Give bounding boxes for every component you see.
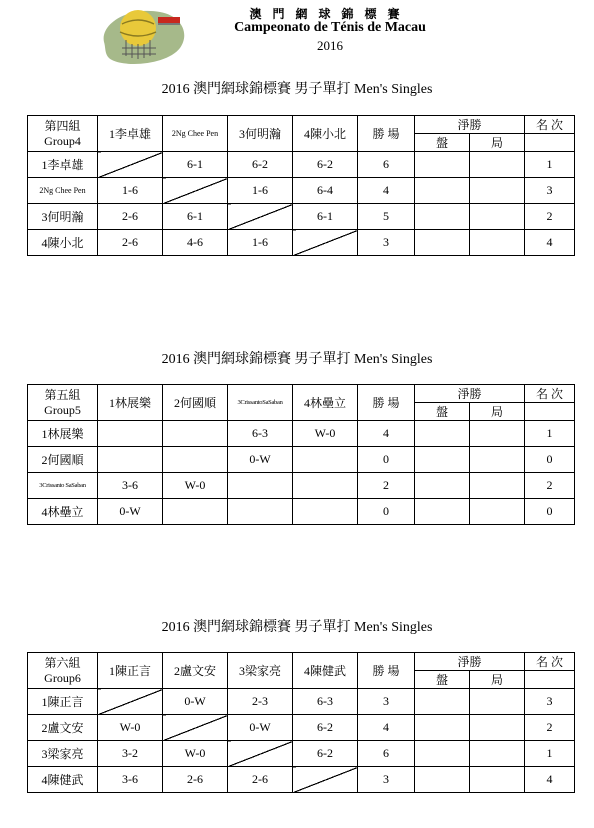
score-cell: 6-2 [293, 715, 358, 741]
group-table [27, 652, 575, 793]
rank-header: 名 次 [525, 653, 575, 671]
score-cell: 3-2 [98, 741, 163, 767]
table-row [28, 178, 575, 204]
score-cell: 0-W [98, 499, 163, 525]
group-label-cn: 第五組 [44, 387, 81, 402]
score-cell [228, 473, 293, 499]
diagonal-cell [293, 767, 358, 793]
sets-cell [415, 473, 470, 499]
score-cell: 6-1 [293, 204, 358, 230]
score-cell: 2-6 [98, 230, 163, 256]
player-name: 2Ng Chee Pen [28, 178, 98, 204]
diagonal-cell [228, 741, 293, 767]
sets-cell [415, 204, 470, 230]
group-label [28, 653, 98, 689]
score-cell: 1-6 [98, 178, 163, 204]
table-row [28, 741, 575, 767]
player-column-header: 4林壘立 [293, 385, 358, 421]
games-header: 局 [470, 134, 525, 152]
sets-cell [415, 447, 470, 473]
group-label-en: Group6 [44, 670, 81, 685]
score-cell [163, 421, 228, 447]
sets-cell [415, 178, 470, 204]
rank-cell: 2 [525, 473, 575, 499]
games-cell [470, 152, 525, 178]
header-year: 2016 [317, 38, 343, 53]
score-cell: W-0 [163, 741, 228, 767]
games-header: 局 [470, 403, 525, 421]
rank-cell: 4 [525, 767, 575, 793]
games-cell [470, 741, 525, 767]
diagonal-cell [98, 152, 163, 178]
score-cell [293, 447, 358, 473]
score-cell: 6-4 [293, 178, 358, 204]
sets-cell [415, 689, 470, 715]
score-cell [293, 473, 358, 499]
rank-cell: 1 [525, 421, 575, 447]
games-cell [470, 715, 525, 741]
diagonal-cell [293, 230, 358, 256]
score-cell: W-0 [163, 473, 228, 499]
table-row [28, 152, 575, 178]
score-cell [163, 447, 228, 473]
net-header: 淨勝 [415, 653, 525, 671]
group-label-cn: 第四組 [44, 118, 81, 133]
wins-cell: 0 [358, 447, 415, 473]
score-cell: W-0 [293, 421, 358, 447]
score-cell: 1-6 [228, 178, 293, 204]
wins-cell: 6 [358, 152, 415, 178]
wins-cell: 6 [358, 741, 415, 767]
rank-header-blank [525, 134, 575, 152]
player-name: 2盧文安 [28, 715, 98, 741]
diagonal-cell [163, 715, 228, 741]
score-cell: W-0 [98, 715, 163, 741]
table-row [28, 473, 575, 499]
rank-cell: 4 [525, 230, 575, 256]
score-cell: 6-2 [228, 152, 293, 178]
player-column-header: 1林展樂 [98, 385, 163, 421]
player-name: 4陳小北 [28, 230, 98, 256]
score-cell: 2-6 [228, 767, 293, 793]
diagonal-cell [163, 178, 228, 204]
sets-header: 盤 [415, 671, 470, 689]
tournament-logo [98, 4, 190, 68]
score-cell: 2-3 [228, 689, 293, 715]
rank-header: 名 次 [525, 116, 575, 134]
player-column-header: 2盧文安 [163, 653, 228, 689]
wins-cell: 2 [358, 473, 415, 499]
rank-header-blank [525, 403, 575, 421]
score-cell: 2-6 [163, 767, 228, 793]
games-cell [470, 767, 525, 793]
sets-cell [415, 767, 470, 793]
table-row [28, 204, 575, 230]
wins-header: 勝 場 [358, 116, 415, 152]
sets-cell [415, 741, 470, 767]
group-title: 2016 澳門網球錦標賽 男子單打 Men's Singles [161, 352, 433, 367]
score-cell: 3-6 [98, 473, 163, 499]
score-cell [98, 447, 163, 473]
group-label [28, 116, 98, 152]
group-label-cn: 第六組 [44, 655, 81, 670]
sets-cell [415, 152, 470, 178]
player-column-header: 3何明瀚 [228, 116, 293, 152]
score-cell: 6-2 [293, 741, 358, 767]
sets-header: 盤 [415, 134, 470, 152]
rank-header: 名 次 [525, 385, 575, 403]
rank-cell: 1 [525, 152, 575, 178]
group-label-en: Group4 [44, 133, 81, 148]
wins-cell: 4 [358, 421, 415, 447]
wins-cell: 5 [358, 204, 415, 230]
games-cell [470, 204, 525, 230]
player-column-header: 3CrissantoSaSaban [228, 385, 293, 421]
score-cell: 0-W [228, 447, 293, 473]
rank-cell: 1 [525, 741, 575, 767]
games-cell [470, 689, 525, 715]
score-cell: 6-1 [163, 152, 228, 178]
wins-header: 勝 場 [358, 385, 415, 421]
score-cell [228, 499, 293, 525]
wins-cell: 3 [358, 230, 415, 256]
group-label [28, 385, 98, 421]
player-column-header: 4陳小北 [293, 116, 358, 152]
score-cell: 6-3 [228, 421, 293, 447]
sets-header: 盤 [415, 403, 470, 421]
games-header: 局 [470, 671, 525, 689]
games-cell [470, 178, 525, 204]
score-cell [98, 421, 163, 447]
player-name: 3Crissanto SaSaban [28, 473, 98, 499]
table-row [28, 447, 575, 473]
header-portuguese-title: Campeonato de Ténis de Macau [234, 20, 426, 35]
header-chinese-title: 澳門網球錦標賽 [249, 7, 411, 21]
score-cell: 6-3 [293, 689, 358, 715]
games-cell [470, 499, 525, 525]
rank-cell: 0 [525, 499, 575, 525]
games-cell [470, 230, 525, 256]
rank-header-blank [525, 671, 575, 689]
score-cell [163, 499, 228, 525]
player-column-header: 1陳正言 [98, 653, 163, 689]
group-title: 2016 澳門網球錦標賽 男子單打 Men's Singles [161, 82, 433, 97]
net-header: 淨勝 [415, 116, 525, 134]
score-cell: 0-W [163, 689, 228, 715]
player-column-header: 3梁家亮 [228, 653, 293, 689]
group-title: 2016 澳門網球錦標賽 男子單打 Men's Singles [161, 620, 433, 635]
player-column-header: 2何國順 [163, 385, 228, 421]
player-name: 4林壘立 [28, 499, 98, 525]
table-row [28, 499, 575, 525]
player-name: 3梁家亮 [28, 741, 98, 767]
net-header: 淨勝 [415, 385, 525, 403]
player-name: 2何國順 [28, 447, 98, 473]
score-cell: 4-6 [163, 230, 228, 256]
wins-cell: 0 [358, 499, 415, 525]
rank-cell: 2 [525, 715, 575, 741]
score-cell: 6-2 [293, 152, 358, 178]
wins-cell: 3 [358, 767, 415, 793]
table-row [28, 421, 575, 447]
rank-cell: 3 [525, 689, 575, 715]
player-name: 1李卓雄 [28, 152, 98, 178]
wins-header: 勝 場 [358, 653, 415, 689]
sets-cell [415, 230, 470, 256]
sets-cell [415, 499, 470, 525]
group-label-en: Group5 [44, 402, 81, 417]
wins-cell: 4 [358, 715, 415, 741]
wins-cell: 4 [358, 178, 415, 204]
diagonal-cell [98, 689, 163, 715]
table-row [28, 230, 575, 256]
player-column-header: 2Ng Chee Pen [163, 116, 228, 152]
sets-cell [415, 715, 470, 741]
player-name: 4陳健武 [28, 767, 98, 793]
player-name: 3何明瀚 [28, 204, 98, 230]
score-cell: 2-6 [98, 204, 163, 230]
table-row [28, 715, 575, 741]
sets-cell [415, 421, 470, 447]
diagonal-cell [228, 204, 293, 230]
player-column-header: 4陳健武 [293, 653, 358, 689]
table-row [28, 767, 575, 793]
rank-cell: 0 [525, 447, 575, 473]
score-cell: 6-1 [163, 204, 228, 230]
player-name: 1林展樂 [28, 421, 98, 447]
score-cell: 1-6 [228, 230, 293, 256]
rank-cell: 2 [525, 204, 575, 230]
games-cell [470, 473, 525, 499]
table-row [28, 689, 575, 715]
wins-cell: 3 [358, 689, 415, 715]
score-cell: 3-6 [98, 767, 163, 793]
player-column-header: 1李卓雄 [98, 116, 163, 152]
score-cell [293, 499, 358, 525]
group-table [27, 115, 575, 256]
score-cell: 0-W [228, 715, 293, 741]
games-cell [470, 447, 525, 473]
player-name: 1陳正言 [28, 689, 98, 715]
rank-cell: 3 [525, 178, 575, 204]
group-table [27, 384, 575, 525]
games-cell [470, 421, 525, 447]
